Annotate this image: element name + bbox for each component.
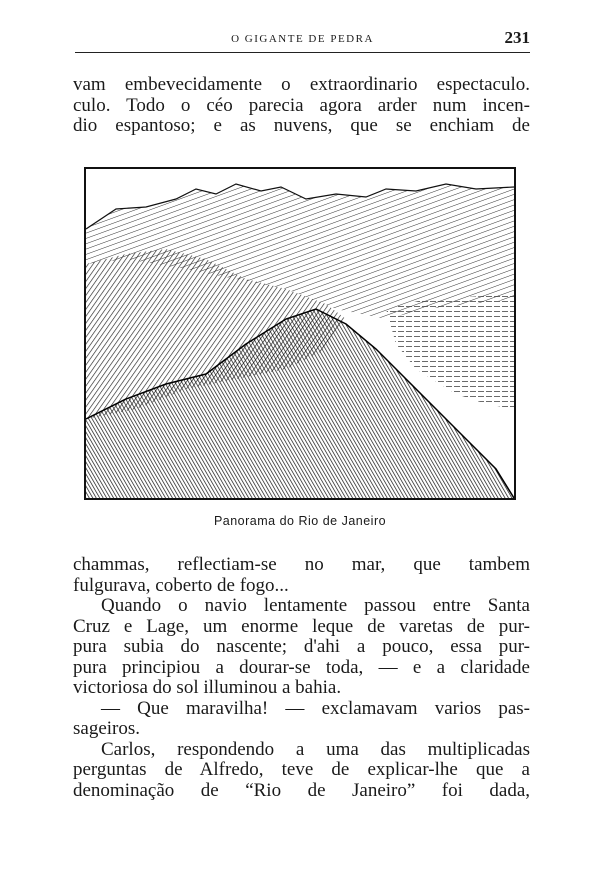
- figure-caption: Panorama do Rio de Janeiro: [213, 514, 387, 528]
- top-paragraph: [73, 75, 530, 137]
- text-line: dio espantoso; e as nuvens, que se enchiam de: [73, 115, 530, 136]
- text-line: vam embevecidamente o extraordinario espectaculo.: [73, 74, 530, 95]
- text-line: denominação de “Rio de Janeiro” foi dada,: [73, 779, 530, 801]
- running-header: [75, 30, 530, 53]
- text-line: — Que maravilha! — exclamavam varios pas-: [101, 697, 530, 719]
- running-title: O GIGANTE DE PEDRA: [231, 33, 374, 45]
- text-line: culo. Todo o céo parecia agora arder num incen-: [73, 94, 530, 116]
- panorama-illustration: [84, 167, 516, 500]
- text-line: victoriosa do sol illuminou a bahia.: [73, 677, 342, 698]
- page-number: 231: [504, 28, 530, 47]
- text-line: pura principiou a dourar-se toda, — e a claridade: [73, 656, 530, 678]
- text-line: perguntas de Alfredo, teve de explicar-lhe que a: [73, 759, 530, 780]
- engraving-drawing: [86, 169, 514, 498]
- text-line: pura subia do nascente; d'ahi a pouco, essa pur-: [73, 636, 530, 657]
- text-line: sageiros.: [73, 718, 141, 739]
- text-line: chammas, reflectiam-se no mar, que tambem: [73, 554, 530, 575]
- text-line: Carlos, respondendo a uma das multiplicadas: [101, 738, 530, 760]
- text-line: fulgurava, coberto de fogo...: [73, 574, 289, 596]
- text-line: Cruz e Lage, um enorme leque de varetas de pur-: [73, 615, 530, 637]
- bottom-paragraphs: [73, 555, 530, 801]
- text-line: Quando o navio lentamente passou entre Santa: [101, 595, 530, 616]
